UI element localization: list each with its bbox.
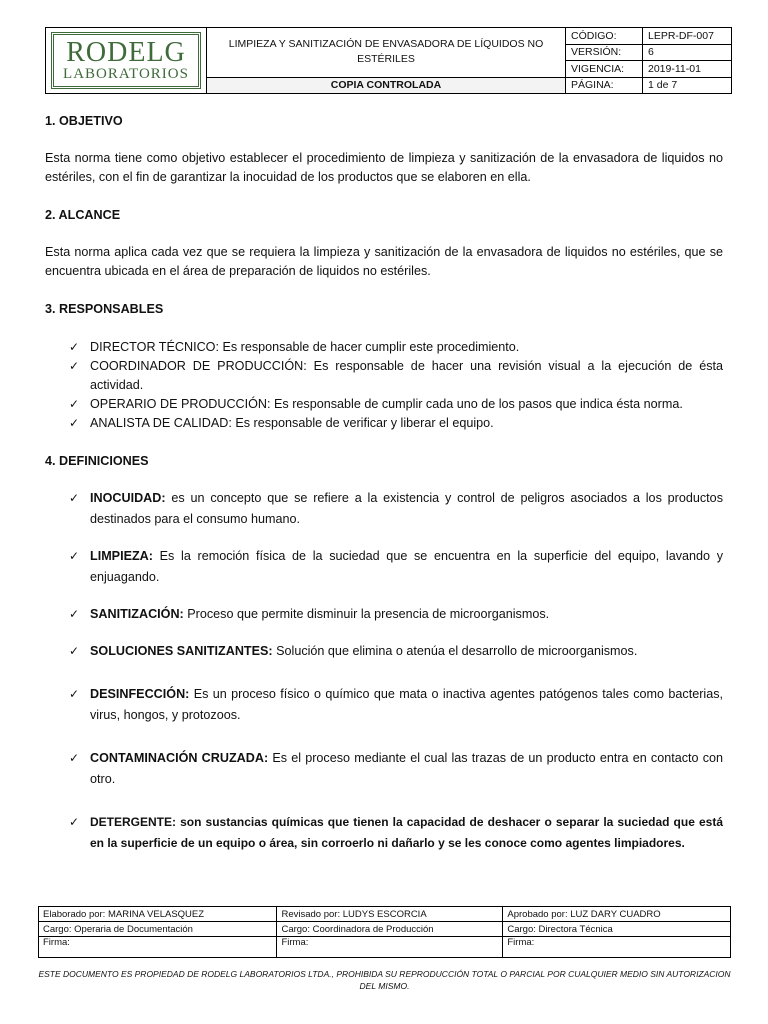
objetivo-text: Esta norma tiene como objetivo establecer el procedimiento de limpieza y sanitización de la envasadora de liquidos no estériles, con el fin de garantizar la inocuidad de los productos que se elaboren en ella.	[45, 151, 723, 184]
meta-label-version: VERSIÓN:	[566, 44, 643, 61]
term-label: DESINFECCIÓN:	[90, 687, 190, 701]
role-label: COORDINADOR DE PRODUCCIÓN:	[90, 359, 307, 373]
document-title: LIMPIEZA Y SANITIZACIÓN DE ENVASADORA DE LÍQUIDOS NO ESTÉRILES	[207, 28, 566, 78]
term-label: DETERGENTE:	[90, 815, 177, 829]
meta-label-pagina: PÁGINA:	[566, 77, 643, 94]
term-text: Solución que elimina o atenúa el desarrollo de microorganismos.	[272, 644, 638, 658]
elaborado-cell: Elaborado por: MARINA VELASQUEZ	[39, 907, 277, 922]
checkmark-icon: ✓	[69, 815, 80, 829]
meta-label-codigo: CÓDIGO:	[566, 28, 643, 45]
checkmark-icon: ✓	[69, 359, 80, 373]
term-text: son sustancias químicas que tienen la capacidad de deshacer o separar la suciedad que está en la superficie de un equipo o área, sin corroerlo ni dañarlo y se les conoce como agentes limpiadores.	[90, 815, 723, 850]
term-label: SOLUCIONES SANITIZANTES:	[90, 644, 273, 658]
role-text: Es responsable de hacer una revisión visual a la ejecución de ésta actividad.	[90, 359, 724, 392]
revisado-cell: Revisado por: LUDYS ESCORCIA	[277, 907, 503, 922]
header-table	[45, 27, 732, 94]
property-notice: ESTE DOCUMENTO ES PROPIEDAD DE RODELG LABORATORIOS LTDA., PROHIBIDA SU REPRODUCCIÓN TOTAL O PARCIAL POR CUALQUIER MEDIO SIN AUTORIZACION DEL MISMO.	[38, 969, 731, 991]
meta-label-vigencia: VIGENCIA:	[566, 61, 643, 78]
section-heading-objetivo: 1. OBJETIVO	[45, 114, 123, 128]
checkmark-icon: ✓	[69, 491, 80, 505]
alcance-text: Esta norma aplica cada vez que se requiera la limpieza y sanitización de la envasadora de liquidos no estériles, que se encuentra ubicada en el área de preparación de liquidos no estériles.	[45, 245, 723, 278]
approval-table	[38, 906, 731, 958]
checkmark-icon: ✓	[69, 416, 80, 430]
list-item	[69, 684, 723, 726]
copia-controlada: COPIA CONTROLADA	[207, 77, 566, 94]
logo-cell	[46, 28, 207, 94]
meta-value-version: 6	[643, 44, 732, 61]
role-text: Es responsable de cumplir cada uno de los pasos que indica ésta norma.	[270, 397, 683, 411]
logo-name: RODELG	[66, 36, 186, 68]
list-item	[69, 488, 723, 530]
meta-value-codigo: LEPR-DF-007	[643, 28, 732, 45]
section-heading-responsables: 3. RESPONSABLES	[45, 302, 164, 316]
role-text: Es responsable de hacer cumplir este procedimiento.	[218, 340, 520, 354]
role-label: ANALISTA DE CALIDAD:	[90, 416, 232, 430]
term-text: Es la remoción física de la suciedad que se encuentra en la superficie del equipo, lavando y enjuagando.	[90, 549, 723, 584]
responsables-list	[45, 338, 723, 433]
cargo-elaborado-cell: Cargo: Operaria de Documentación	[39, 922, 277, 937]
checkmark-icon: ✓	[69, 751, 80, 765]
checkmark-icon: ✓	[69, 340, 80, 354]
list-item	[69, 546, 723, 588]
firma-aprobado-cell: Firma:	[503, 937, 731, 958]
cargo-aprobado-cell: Cargo: Directora Técnica	[503, 922, 731, 937]
checkmark-icon: ✓	[69, 687, 80, 701]
list-item	[69, 395, 723, 414]
list-item	[69, 414, 723, 433]
firma-elaborado-cell: Firma:	[39, 937, 277, 958]
meta-value-pagina: 1 de 7	[643, 77, 732, 94]
term-label: SANITIZACIÓN:	[90, 607, 184, 621]
checkmark-icon: ✓	[69, 644, 80, 658]
section-heading-alcance: 2. ALCANCE	[45, 208, 121, 222]
document-header	[45, 27, 732, 94]
term-label: CONTAMINACIÓN CRUZADA:	[90, 751, 269, 765]
list-item	[69, 338, 723, 357]
term-text: es un concepto que se refiere a la existencia y control de peligros asociados a los productos destinados para el consumo humano.	[90, 491, 723, 526]
term-text: Es el proceso mediante el cual las trazas de un producto entra en contacto con otro.	[90, 751, 723, 786]
definiciones-list	[45, 488, 723, 854]
logo-subtitle: LABORATORIOS	[63, 65, 189, 82]
approval-footer	[38, 906, 731, 958]
term-label: LIMPIEZA:	[90, 549, 153, 563]
term-text: Es un proceso físico o químico que mata o inactiva agentes patógenos tales como bacterias, virus, hongos, y protozoos.	[90, 687, 723, 722]
list-item	[69, 812, 723, 854]
company-logo	[51, 32, 201, 89]
role-label: OPERARIO DE PRODUCCIÓN:	[90, 397, 271, 411]
list-item	[69, 748, 723, 790]
role-text: Es responsable de verificar y liberar el equipo.	[231, 416, 494, 430]
firma-revisado-cell: Firma:	[277, 937, 503, 958]
checkmark-icon: ✓	[69, 397, 80, 411]
role-label: DIRECTOR TÉCNICO:	[90, 340, 219, 354]
term-label: INOCUIDAD:	[90, 491, 166, 505]
list-item	[69, 641, 723, 662]
term-text: Proceso que permite disminuir la presencia de microorganismos.	[183, 607, 550, 621]
list-item	[69, 357, 723, 395]
document-body	[45, 112, 723, 870]
list-item	[69, 604, 723, 625]
checkmark-icon: ✓	[69, 549, 80, 563]
aprobado-cell: Aprobado por: LUZ DARY CUADRO	[503, 907, 731, 922]
section-heading-definiciones: 4. DEFINICIONES	[45, 454, 149, 468]
meta-value-vigencia: 2019-11-01	[643, 61, 732, 78]
checkmark-icon: ✓	[69, 607, 80, 621]
cargo-revisado-cell: Cargo: Coordinadora de Producción	[277, 922, 503, 937]
